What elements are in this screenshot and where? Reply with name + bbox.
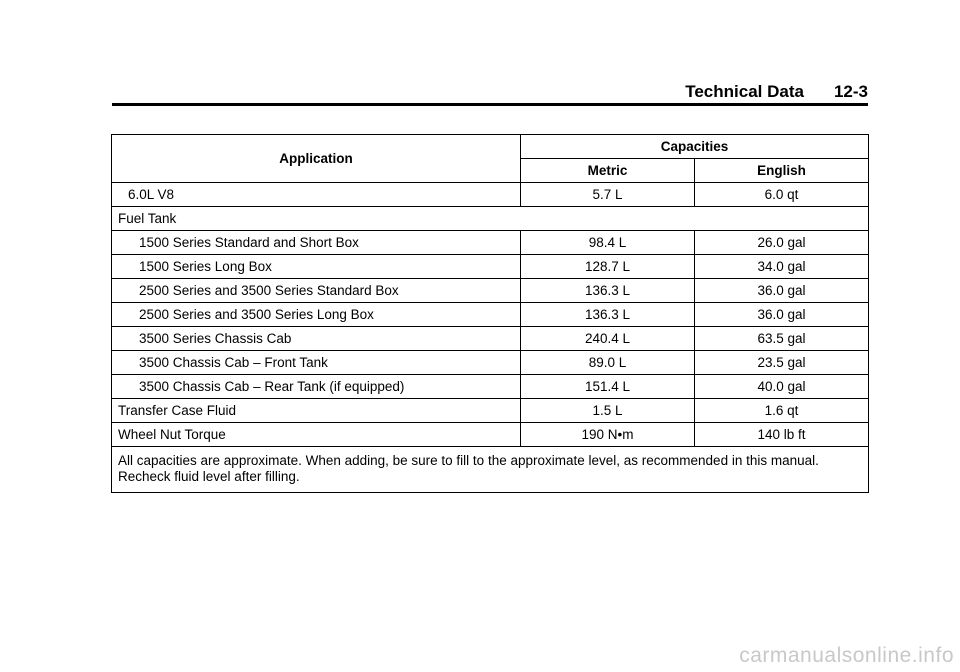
english-cell: 34.0 gal bbox=[695, 255, 869, 279]
english-cell: 140 lb ft bbox=[695, 423, 869, 447]
capacities-header: Capacities bbox=[521, 135, 869, 159]
capacities-table bbox=[111, 134, 869, 493]
english-cell: 26.0 gal bbox=[695, 231, 869, 255]
metric-cell: 151.4 L bbox=[521, 375, 695, 399]
table-row bbox=[112, 279, 869, 303]
metric-cell: 1.5 L bbox=[521, 399, 695, 423]
table-row bbox=[112, 399, 869, 423]
application-cell: Transfer Case Fluid bbox=[112, 399, 521, 423]
english-cell: 40.0 gal bbox=[695, 375, 869, 399]
section-label: Fuel Tank bbox=[112, 207, 869, 231]
english-header: English bbox=[695, 159, 869, 183]
english-cell: 36.0 gal bbox=[695, 279, 869, 303]
header-rule bbox=[112, 103, 868, 106]
metric-cell: 128.7 L bbox=[521, 255, 695, 279]
application-cell: Wheel Nut Torque bbox=[112, 423, 521, 447]
section-title: Technical Data bbox=[685, 82, 804, 101]
application-cell: 1500 Series Standard and Short Box bbox=[112, 231, 521, 255]
metric-cell: 136.3 L bbox=[521, 279, 695, 303]
metric-cell: 98.4 L bbox=[521, 231, 695, 255]
table-row bbox=[112, 327, 869, 351]
table-row bbox=[112, 207, 869, 231]
table-row bbox=[112, 351, 869, 375]
application-cell: 1500 Series Long Box bbox=[112, 255, 521, 279]
metric-cell: 240.4 L bbox=[521, 327, 695, 351]
application-cell: 3500 Series Chassis Cab bbox=[112, 327, 521, 351]
table-row bbox=[112, 183, 869, 207]
application-header: Application bbox=[112, 135, 521, 183]
table-note: All capacities are approximate. When adding, be sure to fill to the approximate level, as recommended in this manual. Recheck fluid level after filling. bbox=[112, 447, 869, 493]
page-header bbox=[112, 80, 868, 104]
application-cell: 3500 Chassis Cab – Rear Tank (if equipped) bbox=[112, 375, 521, 399]
metric-header: Metric bbox=[521, 159, 695, 183]
application-cell: 2500 Series and 3500 Series Standard Box bbox=[112, 279, 521, 303]
metric-cell: 190 N•m bbox=[521, 423, 695, 447]
english-cell: 1.6 qt bbox=[695, 399, 869, 423]
english-cell: 36.0 gal bbox=[695, 303, 869, 327]
table-body bbox=[112, 183, 869, 447]
application-cell: 3500 Chassis Cab – Front Tank bbox=[112, 351, 521, 375]
english-cell: 23.5 gal bbox=[695, 351, 869, 375]
table-row bbox=[112, 375, 869, 399]
watermark: carmanualsonline.info bbox=[739, 644, 954, 667]
application-cell: 2500 Series and 3500 Series Long Box bbox=[112, 303, 521, 327]
page-number: 12-3 bbox=[833, 82, 868, 101]
table-row bbox=[112, 231, 869, 255]
table-row bbox=[112, 255, 869, 279]
english-cell: 63.5 gal bbox=[695, 327, 869, 351]
metric-cell: 5.7 L bbox=[521, 183, 695, 207]
metric-cell: 89.0 L bbox=[521, 351, 695, 375]
application-cell: 6.0L V8 bbox=[112, 183, 521, 207]
english-cell: 6.0 qt bbox=[695, 183, 869, 207]
metric-cell: 136.3 L bbox=[521, 303, 695, 327]
table-row bbox=[112, 303, 869, 327]
table-row bbox=[112, 423, 869, 447]
